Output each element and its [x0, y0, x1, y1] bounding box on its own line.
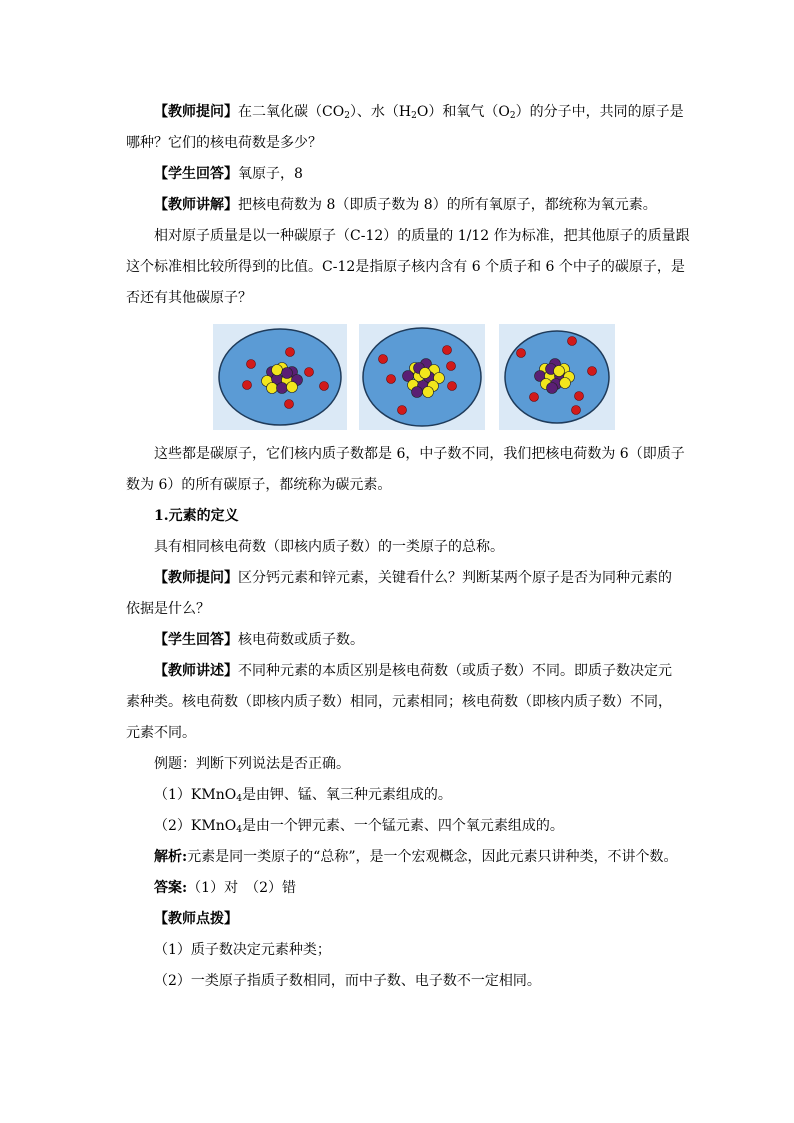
paragraph-relative-mass-line1: 相对原子质量是以一种碳原子（C-12）的质量的 1/12 作为标准，把其他原子的质量跟	[154, 228, 690, 244]
teacher-explanation-1: 【教师讲解】把核电荷数为 8（即质子数为 8）的所有氧原子，都统称为氧元素。	[154, 197, 657, 213]
example-intro: 例题：判断下列说法是否正确。	[154, 756, 350, 772]
example-answer: 答案:（1）对 （2）错	[154, 880, 296, 896]
teacher-explanation-2-line2: 素种类。核电荷数（即核内质子数）相同，元素相同；核电荷数（即核内质子数）不同，	[126, 694, 672, 710]
teacher-explanation-2: 【教师讲述】不同种元素的本质区别是核电荷数（或质子数）不同。即质子数决定元	[154, 663, 672, 679]
element-definition-text: 具有相同核电荷数（即核内质子数）的一类原子的总称。	[154, 539, 504, 555]
example-item-2: （2）KMnO$_4$是由一个钾元素、一个锰元素、四个氧元素组成的。	[154, 818, 564, 835]
section-heading-element-definition: 1.元素的定义	[154, 508, 239, 524]
teacher-question-2: 【教师提问】区分钙元素和锌元素，关键看什么？判断某两个原子是否为同种元素的	[154, 570, 672, 586]
example-analysis: 解析:元素是同一类原子的“总称”，是一个宏观概念，因此元素只讲种类，不讲个数。	[154, 849, 678, 865]
carbon-atom-model-1	[213, 324, 347, 430]
teacher-tips-heading: 【教师点拨】	[154, 911, 238, 927]
teacher-question-1-line2: 哪种？它们的核电荷数是多少？	[126, 135, 322, 151]
teacher-question-2-line2: 依据是什么？	[126, 601, 210, 617]
carbon-atom-model-2	[359, 324, 485, 430]
carbon-atom-model-3	[499, 324, 615, 430]
carbon-isotope-figure	[213, 324, 615, 430]
paragraph-relative-mass-line3: 否还有其他碳原子？	[126, 290, 252, 306]
paragraph-carbon-element-line2: 数为 6）的所有碳原子，都统称为碳元素。	[126, 477, 392, 493]
student-answer-2: 【学生回答】核电荷数或质子数。	[154, 632, 364, 648]
teacher-explanation-2-line3: 元素不同。	[126, 725, 196, 741]
paragraph-relative-mass-line2: 这个标准相比较所得到的比值。C-12是指原子核内含有 6 个质子和 6 个中子的碳原子，是	[126, 259, 685, 275]
paragraph-carbon-element-line1: 这些都是碳原子，它们核内质子数都是 6，中子数不同，我们把核电荷数为 6（即质子	[154, 446, 685, 462]
teacher-tip-1: （1）质子数决定元素种类；	[154, 942, 331, 958]
tag-teacher-question: 【教师提问】	[154, 104, 238, 120]
teacher-question-1: 【教师提问】在二氧化碳$(CO_2)$、水$(H_2O)$和氧气$(O_2)$的分子中，共同的原子是	[154, 104, 684, 121]
teacher-tip-2: （2）一类原子指质子数相同，而中子数、电子数不一定相同。	[154, 973, 541, 989]
student-answer-1: 【学生回答】氧原子，8	[154, 166, 303, 182]
example-item-1: （1）KMnO$_4$是由钾、锰、氧三种元素组成的。	[154, 787, 452, 804]
